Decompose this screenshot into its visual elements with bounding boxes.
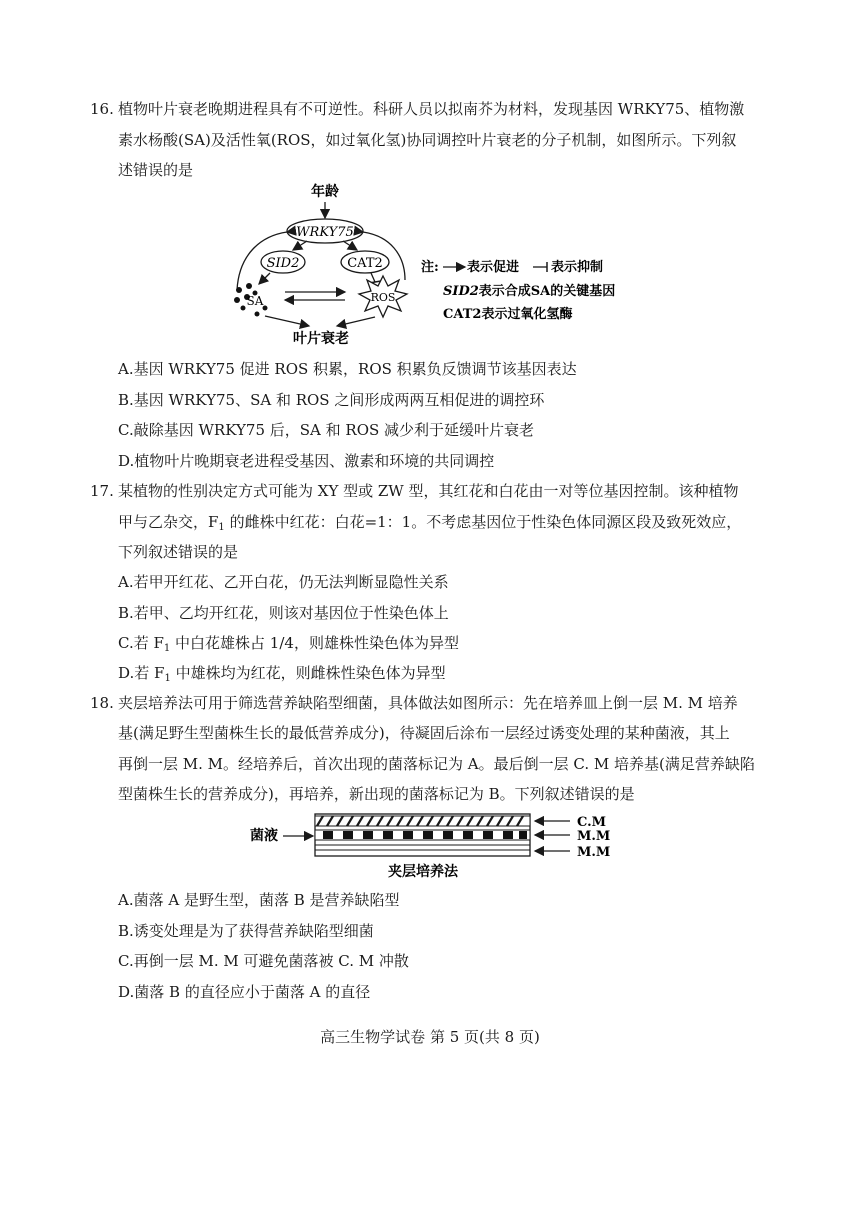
legend-sid2-gene: SID2 [443,284,479,299]
cat2-label: CAT2 [347,256,383,271]
sa-to-senescence-arrow [265,316,309,326]
question-18-option-b: B.诱变处理是为了获得营养缺陷型细菌 [118,922,374,940]
layer-culture-caption: 夹层培养法 [388,864,458,880]
question-18-stem-line-2: 基(满足野生型菌株生长的最低营养成分)，待凝固后涂布一层经过诱变处理的某种菌液，其上 [118,724,730,742]
leaf-senescence-label: 叶片衰老 [293,331,349,347]
question-17-option-d: D.若 $F_1$ 中雄株均为红花，则雌株性染色体为异型 [118,664,446,684]
question-18-stem-line-3: 再倒一层 M. M。经培养后，首次出现的菌落标记为 A。最后倒一层 C. M 培养基(满足营养缺陷 [118,755,755,773]
question-18-stem-line-1: 夹层培养法可用于筛选营养缺陷型细菌，具体做法如图所示：先在培养皿上倒一层 M. M 培养 [118,694,738,712]
wrky75-label: WRKY75 [296,225,354,240]
bacteria-layer [315,830,530,840]
question-18-option-c: C.再倒一层 M. M 可避免菌落被 C. M 冲散 [118,952,409,970]
question-17-number: 17. [90,482,114,500]
wrky-to-sid2-arrow [293,241,307,250]
svg-text:SID2表示合成SA的关键基因 [443,283,615,299]
page-footer: 高三生物学试卷 第 5 页(共 8 页) [320,1028,540,1046]
legend-sid2-text: 表示合成SA的关键基因 [478,284,616,299]
age-label: 年龄 [311,184,339,200]
question-17-stem-line-2: 甲与乙杂交，$F_1$ 的雌株中红花：白花=1：1。不考虑基因位于性染色体同源区段及致死效应， [118,513,742,533]
senescence-regulation-diagram [225,180,645,350]
question-16-stem-line-3: 述错误的是 [118,161,194,179]
bacteria-suspension-label: 菌液 [250,828,278,844]
question-16-number: 16. [90,100,114,118]
legend-promote-label: 表示促进 [467,260,520,275]
question-17-stem-line-3: 下列叙述错误的是 [118,543,239,561]
wrky-to-cat2-arrow [343,241,357,250]
cat2-inhibits-ros [371,273,375,282]
legend-note-prefix: 注: [421,260,439,275]
diagram-legend [421,259,615,322]
question-16-option-c: C.敲除基因 WRKY75 后，SA 和 ROS 减少利于延缓叶片衰老 [118,421,535,439]
question-18-option-a: A.菌落 A 是野生型，菌落 B 是营养缺陷型 [118,891,400,909]
legend-inhibit-label: 表示抑制 [551,260,604,275]
sid2-to-sa-arrow [259,273,270,284]
cm-label: C.M [577,815,607,830]
question-16-option-a: A.基因 WRKY75 促进 ROS 积累，ROS 积累负反馈调节该基因表达 [118,360,577,378]
mm-top-label: M.M [577,829,611,844]
question-16-option-d: D.植物叶片晚期衰老进程受基因、激素和环境的共同调控 [118,452,495,470]
legend-cat2-text: CAT2表示过氧化氢酶 [443,307,573,322]
question-18-option-d: D.菌落 B 的直径应小于菌落 A 的直径 [118,983,371,1001]
question-17-stem-line-1: 某植物的性别决定方式可能为 XY 型或 ZW 型，其红花和白花由一对等位基因控制。该种植物 [118,482,739,500]
question-18-number: 18. [90,694,114,712]
question-16-option-b: B.基因 WRKY75、SA 和 ROS 之间形成两两互相促进的调控环 [118,391,545,409]
mm-bottom-label: M.M [577,845,611,860]
cm-layer [315,816,530,826]
question-17-option-a: A.若甲开红花、乙开白花，仍无法判断显隐性关系 [118,573,449,591]
sa-label: SA [246,294,264,308]
sid2-label: SID2 [266,256,300,271]
question-16-stem-line-2: 素水杨酸(SA)及活性氧(ROS，如过氧化氢)协同调控叶片衰老的分子机制，如图所示。下列叙 [118,131,737,149]
question-18-stem-line-4: 型菌株生长的营养成分)，再培养，新出现的菌落标记为 B。下列叙述错误的是 [118,785,635,803]
question-16-stem-line-1: 植物叶片衰老晚期进程具有不可逆性。科研人员以拟南芥为材料，发现基因 WRKY75、植物激 [118,100,745,118]
layer-culture-diagram [245,808,625,880]
question-17-option-b: B.若甲、乙均开红花，则该对基因位于性染色体上 [118,604,449,622]
ros-label: ROS [370,291,396,304]
question-17-option-c: C.若 $F_1$ 中白花雄株占 1/4，则雄株性染色体为异型 [118,634,459,654]
ros-to-senescence-arrow [337,317,375,326]
